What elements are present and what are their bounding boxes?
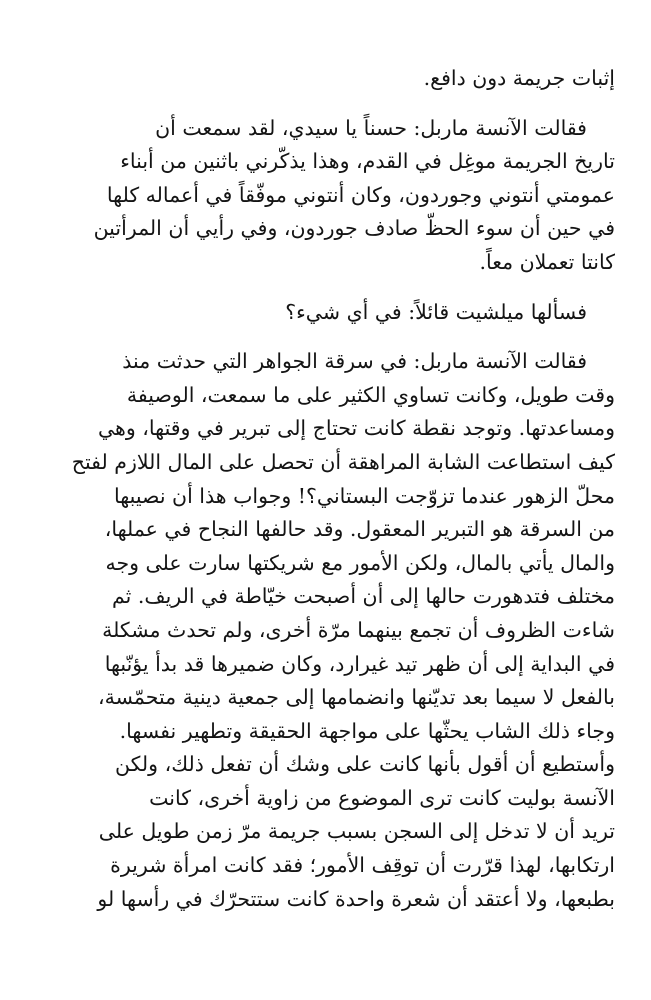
text-line: فقالت الآنسة ماربل: في سرقة الجواهر التي حدثت منذ <box>122 349 587 374</box>
text-line: كيف استطاعت الشابة المراهقة أن تحصل على المال اللازم لفتح <box>71 449 615 474</box>
text-line: من السرقة هو التبرير المعقول. وقد حالفها النجاح في عملها، <box>104 517 615 542</box>
paragraph-gap <box>65 280 615 296</box>
text-line: فقالت الآنسة ماربل: حسناً يا سيدي، لقد سمعت أن <box>155 115 587 140</box>
text-line: محلّ الزهور عندما تزوّجت البستاني؟! وجواب هذا أن نصيبها <box>113 483 615 508</box>
text-line: ومساعدتها. وتوجد نقطة كانت تحتاج إلى تبرير في وقتها، وهي <box>97 416 615 441</box>
text-line: الآنسة بوليت كانت ترى الموضوع من زاوية أخرى، كانت <box>149 785 615 810</box>
text-line: شاءت الظروف أن تجمع بينهما مرّة أخرى، ولم تحدث مشكلة <box>102 617 615 642</box>
text-line: في حين أن سوء الحظّ صادف جوردون، وفي رأيي أن المرأتين <box>93 216 615 241</box>
text-line: بطبعها، ولا أعتقد أن شعرة واحدة كانت ستتحرّك في رأسها لو <box>97 886 615 911</box>
paragraph-gap <box>65 329 615 345</box>
text-line: بالفعل لا سيما بعد تديّنها وانضمامها إلى جمعية دينية متحمّسة، <box>97 685 615 710</box>
text-line: ارتكابها، لهذا قرّرت أن توقِف الأمور؛ فقد كانت امرأة شريرة <box>110 853 615 878</box>
text-line: كانتا تعملان معاً. <box>479 249 615 274</box>
paragraph-1 <box>65 62 615 96</box>
text-line: تاريخ الجريمة موغِل في القدم، وهذا يذكّرني باثنين من أبناء <box>120 149 615 174</box>
text-line: إثبات جريمة دون دافع. <box>423 66 615 90</box>
paragraph-4 <box>65 345 615 916</box>
text-line: مختلف فتدهورت حالها إلى أن أصبحت خيّاطة في الريف. ثم <box>111 584 615 609</box>
paragraph-3 <box>65 296 615 330</box>
text-line: وجاء ذلك الشاب يحثّها على مواجهة الحقيقة وتطهير نفسها. <box>119 718 615 743</box>
paragraph-gap <box>65 96 615 112</box>
text-line: والمال يأتي بالمال، ولكن الأمور مع شريكتها سارت على وجه <box>105 550 615 575</box>
text-line: في البداية إلى أن ظهر تيد غيرارد، وكان ضميرها قد بدأ يؤنّبها <box>104 651 615 676</box>
book-page <box>65 62 615 916</box>
text-line: وأستطيع أن أقول بأنها كانت على وشك أن تفعل ذلك، ولكن <box>115 752 615 777</box>
text-line: عمومتي أنتوني وجوردون، وكان أنتوني موفّقاً في أعماله كلها <box>106 182 615 207</box>
text-line: وقت طويل، وكانت تساوي الكثير على ما سمعت، الوصيفة <box>126 382 615 407</box>
text-line: تريد أن لا تدخل إلى السجن بسبب جريمة مرّ زمن طويل على <box>98 819 615 844</box>
text-line: فسألها ميلشيت قائلاً: في أي شيء؟ <box>285 299 587 324</box>
paragraph-2 <box>65 112 615 280</box>
